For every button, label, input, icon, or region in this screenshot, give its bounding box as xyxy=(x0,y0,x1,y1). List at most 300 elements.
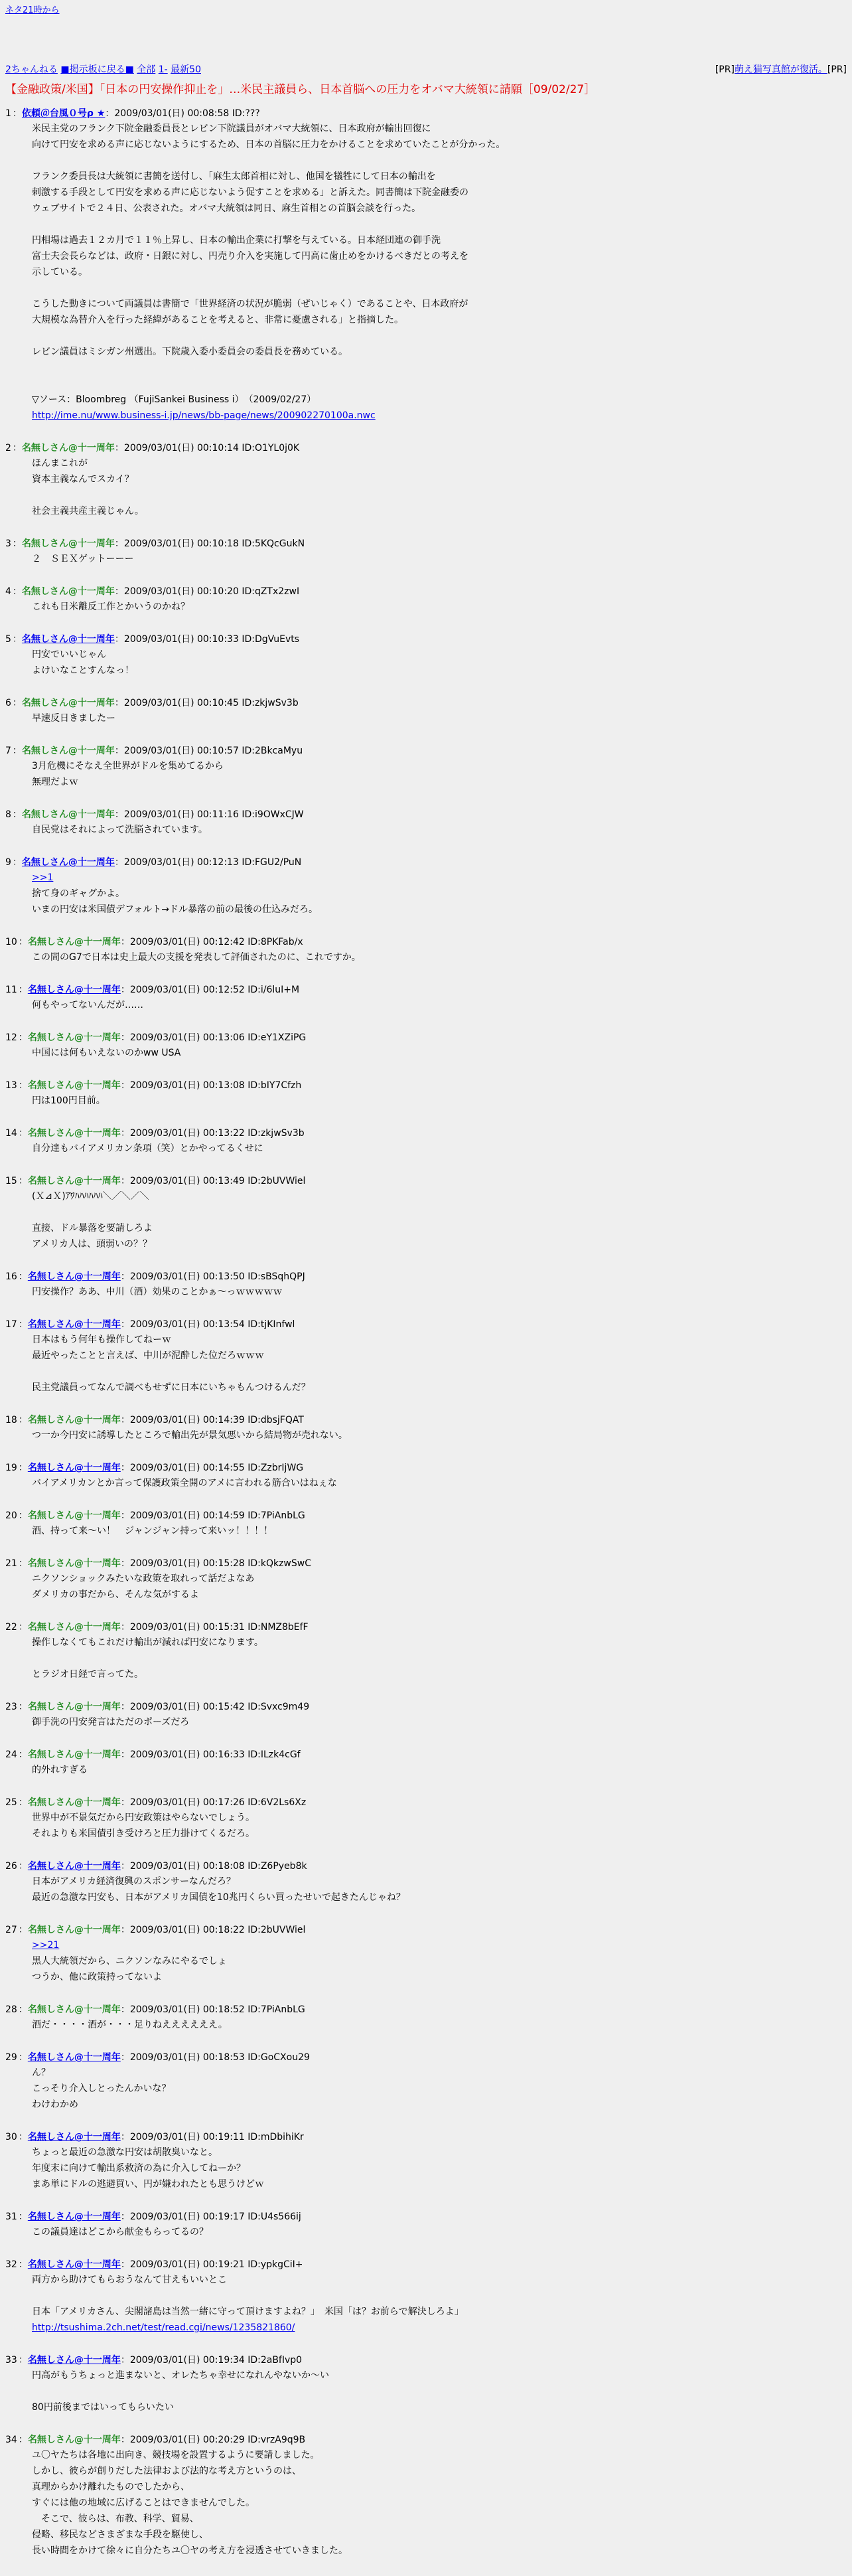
post-header: 21 ：名無しさん@十一周年：2009/03/01(日) 00:15:28 ID:kQkzwSwC xyxy=(5,1558,311,1569)
post xyxy=(0,696,852,726)
post-body xyxy=(32,1141,852,1157)
post-line: ニクソンショックみたいな政策を取れって話だよなあ xyxy=(32,1573,255,1584)
post xyxy=(0,983,852,1013)
post-line: しかし、彼らが創りだした法律および法的な考え方というのは、 xyxy=(32,2466,301,2476)
post-body xyxy=(32,1475,852,1491)
post-line: ▽ソース：Bloombreg （FujiSankei Business i） （2009/02/27） xyxy=(32,394,317,405)
post-line: 米民主党のフランク下院金融委員長とレビン下院議員がオバマ大統領に、日本政府が輸出回復に xyxy=(32,123,431,134)
post-line: 長い時間をかけて徐々に自分たちユ〇ヤの考え方を浸透させていきました。 xyxy=(32,2545,348,2556)
post-meta: ：2009/03/01(日) 00:13:06 ID:eY1XZiPG xyxy=(120,1032,307,1043)
post-line: アメリカ人は、頭弱いの？？ xyxy=(32,1239,153,1249)
poster-name: 名無しさん@十一周年 xyxy=(21,746,115,756)
post-meta: ：2009/03/01(日) 00:18:22 ID:2bUVWiel xyxy=(120,1925,306,1935)
post xyxy=(0,1413,852,1443)
post-number[interactable]: 20 xyxy=(5,1510,17,1521)
post-number[interactable]: 4 xyxy=(5,586,11,597)
post-number[interactable]: 29 xyxy=(5,2052,17,2063)
post-line: それよりも米国債引き受けろと圧力掛けてくるだろ。 xyxy=(32,1828,255,1839)
post-meta: ：2009/03/01(日) 00:10:14 ID:O1YL0j0K xyxy=(114,443,300,453)
post-line xyxy=(32,216,852,232)
post-meta: ：2009/03/01(日) 00:13:49 ID:2bUVWiel xyxy=(120,1176,306,1186)
post-line: 民主党議員ってなんで調べもせずに日本にいちゃもんつけるんだ？ xyxy=(32,1382,311,1393)
post-header: 34 ：名無しさん@十一周年：2009/03/01(日) 00:20:29 ID:vrzA9q9B xyxy=(5,2435,306,2445)
post-body xyxy=(32,1188,852,1252)
post-meta: ：2009/03/01(日) 00:18:08 ID:Z6Pyeb8k xyxy=(120,1861,307,1872)
post-line: 日本「アメリカさん、尖閣諸島は当然一緒に守って頂けますよね？」 米国「は？お前らで解決しろよ」 xyxy=(32,2306,464,2317)
post xyxy=(0,2002,852,2033)
post-meta: ：2009/03/01(日) 00:10:45 ID:zkjwSv3b xyxy=(114,698,299,708)
post-line: 3月危機にそなえ全世界がドルを集めてるから xyxy=(32,761,224,771)
post xyxy=(0,935,852,965)
post-line: 円安操作？ああ、中川（酒）効果のことかぁ～っｗｗｗｗｗ xyxy=(32,1287,283,1297)
post-meta: ：2009/03/01(日) 00:12:42 ID:8PKFab/x xyxy=(120,937,303,947)
post-number[interactable]: 11 xyxy=(5,985,17,995)
post-line: 最近の急激な円安も、日本がアメリカ国債を10兆円くらい買ったせいで起きたんじゃね？ xyxy=(32,1892,405,1903)
post-meta: ：2009/03/01(日) 00:18:52 ID:7PiAnbLG xyxy=(120,2004,305,2015)
post-number[interactable]: 17 xyxy=(5,1319,17,1330)
post-line: ん？ xyxy=(32,2067,50,2078)
poster-name[interactable]: 名無しさん@十一周年 xyxy=(21,634,115,645)
post-number[interactable]: 14 xyxy=(5,1128,17,1139)
post-body xyxy=(32,2144,852,2192)
post-line: 無理だよｗ xyxy=(32,777,78,787)
post xyxy=(0,1556,852,1603)
post-body xyxy=(32,997,852,1013)
post-line: 円は100円目前。 xyxy=(32,1095,106,1106)
post-line: フランク委員長は大統領に書簡を送付し、「麻生太郎首相に対し、他国を犠牲にして日本の輸出を xyxy=(32,171,436,182)
post-body xyxy=(32,1937,852,1985)
poster-name: 名無しさん@十一周年 xyxy=(27,2435,121,2445)
post-header: 16 ：名無しさん@十一周年：2009/03/01(日) 00:13:50 ID:sBSqhQPJ xyxy=(5,1271,305,1282)
post xyxy=(0,2050,852,2113)
post-line xyxy=(32,153,852,169)
post xyxy=(0,536,852,567)
poster-name: 名無しさん@十一周年 xyxy=(27,1510,121,1521)
post-meta: ：2009/03/01(日) 00:18:53 ID:GoCXou29 xyxy=(120,2052,310,2063)
post-number[interactable]: 5 xyxy=(5,634,11,645)
post-number[interactable]: 33 xyxy=(5,2355,17,2366)
post-number[interactable]: 31 xyxy=(5,2212,17,2222)
poster-name: 名無しさん@十一周年 xyxy=(27,1415,121,1425)
post-line: 御手洗の円安発言はただのポーズだろ xyxy=(32,1717,190,1728)
pr-area xyxy=(715,62,847,76)
post-line: 最近やったことと言えば、中川が泥酔した位だろｗｗｗ xyxy=(32,1350,264,1361)
post-line: 自分達もバイアメリカン条項（笑）とかやってるくせに xyxy=(32,1143,263,1154)
post-number[interactable]: 2 xyxy=(5,443,11,453)
post-line: 向けて円安を求める声に応じないようにするため、日本の首脳に圧力をかけることを求めていたことが分かった。 xyxy=(32,139,506,150)
poster-name: 名無しさん@十一周年 xyxy=(27,1176,121,1186)
post xyxy=(0,1317,852,1396)
post xyxy=(0,1126,852,1157)
poster-name: 名無しさん@十一周年 xyxy=(27,1080,121,1091)
post-body xyxy=(32,551,852,567)
post-line: これも日米離反工作とかいうのかね？ xyxy=(32,602,190,612)
post-meta: ：2009/03/01(日) 00:11:16 ID:i9OWxCJW xyxy=(114,809,304,820)
post-body xyxy=(32,870,852,918)
poster-name[interactable]: 名無しさん@十一周年 xyxy=(27,2052,121,2063)
poster-name: 名無しさん@十一周年 xyxy=(27,1622,121,1633)
post-body xyxy=(32,1810,852,1842)
post-line: 示している。 xyxy=(32,267,88,278)
poster-name[interactable]: 名無しさん@十一周年 xyxy=(27,2212,121,2222)
post-line xyxy=(32,2288,852,2304)
post-header: 10 ：名無しさん@十一周年：2009/03/01(日) 00:12:42 ID:8PKFab/x xyxy=(5,937,303,947)
post-line: 自民党はそれによって洗脳されています。 xyxy=(32,825,208,835)
post xyxy=(0,1859,852,1905)
post-header: 5 ：名無しさん@十一周年：2009/03/01(日) 00:10:33 ID:DgVuEvts xyxy=(5,634,300,645)
post-header: 11 ：名無しさん@十一周年：2009/03/01(日) 00:12:52 ID:i/6luI+M xyxy=(5,985,300,995)
post-line: とラジオ日経で言ってた。 xyxy=(32,1669,143,1680)
post-line: 社会主義共産主義じゃん。 xyxy=(32,506,144,517)
post-body xyxy=(32,1635,852,1682)
post-line xyxy=(32,360,852,376)
post-number[interactable]: 25 xyxy=(5,1797,17,1808)
post-meta: ：2009/03/01(日) 00:10:18 ID:5KQcGukN xyxy=(114,538,305,549)
all-posts-link[interactable]: 全部 xyxy=(137,64,156,75)
post xyxy=(0,807,852,838)
post-line: 酒だ・・・・酒が・・・足りねええええええ。 xyxy=(32,2020,228,2030)
post-body xyxy=(32,455,852,519)
post-line: 円相場は過去１２カ月で１１％上昇し、日本の輸出企業に打撃を与えている。日本経団連の御手洗 xyxy=(32,235,441,246)
post-line: 円高がもうちょっと進まないと、オレたちゃ幸せになれんやないか～い xyxy=(32,2370,329,2381)
post-line: 酒、持って来～い！ ジャンジャン持って来いッ！！！！ xyxy=(32,1526,273,1536)
post-body xyxy=(32,1045,852,1061)
post-meta: ：2009/03/01(日) 00:19:17 ID:U4s566ij xyxy=(120,2212,301,2222)
poster-name[interactable]: 名無しさん@十一周年 xyxy=(27,1861,121,1872)
post-line: そこで、彼らは、布教、科学、貿易、 xyxy=(32,2514,199,2524)
post-body xyxy=(32,1874,852,1905)
post-body xyxy=(32,2447,852,2559)
post-meta: ：2009/03/01(日) 00:12:13 ID:FGU2/PuN xyxy=(114,857,302,868)
post-header: 4 ：名無しさん@十一周年：2009/03/01(日) 00:10:20 ID:qZTx2zwI xyxy=(5,586,300,597)
poster-name: 名無しさん@十一周年 xyxy=(27,937,121,947)
post-header: 12 ：名無しさん@十一周年：2009/03/01(日) 00:13:06 ID:eY1XZiPG xyxy=(5,1032,307,1043)
post-line: レビン議員はミシガン州選出。下院歳入委小委員会の委員長を務めている。 xyxy=(32,347,348,357)
poster-name: 名無しさん@十一周年 xyxy=(21,586,115,597)
post-meta: ：2009/03/01(日) 00:19:34 ID:2aBfIvp0 xyxy=(120,2355,303,2366)
post-number[interactable]: 28 xyxy=(5,2004,17,2015)
post-line: 何もやってないんだが…… xyxy=(32,1000,143,1010)
post-body xyxy=(32,758,852,790)
back-to-board-link[interactable]: ■掲示板に戻る■ xyxy=(60,64,134,75)
post xyxy=(0,2130,852,2192)
post-header: 31 ：名無しさん@十一周年：2009/03/01(日) 00:19:17 ID:U4s566ij xyxy=(5,2212,301,2222)
post-line: 的外れすぎる xyxy=(32,1765,88,1775)
post xyxy=(0,2210,852,2240)
post-header: 8 ：名無しさん@十一周年：2009/03/01(日) 00:11:16 ID:i9OWxCJW xyxy=(5,809,304,820)
post-header: 32 ：名無しさん@十一周年：2009/03/01(日) 00:19:21 ID:ypkgCiI+ xyxy=(5,2259,303,2270)
poster-name[interactable]: 名無しさん@十一周年 xyxy=(21,857,115,868)
post-body xyxy=(32,710,852,726)
post-line xyxy=(32,280,852,296)
post xyxy=(0,1620,852,1682)
thread-nav xyxy=(5,62,847,76)
post-line: こっそり介入しとったんかいな？ xyxy=(32,2083,171,2094)
post-number[interactable]: 13 xyxy=(5,1080,17,1091)
post-number[interactable]: 26 xyxy=(5,1861,17,1872)
post-header: 29 ：名無しさん@十一周年：2009/03/01(日) 00:18:53 ID:GoCXou29 xyxy=(5,2052,310,2063)
post-meta: ：2009/03/01(日) 00:08:58 ID:??? xyxy=(105,108,260,119)
post-line: 富士夫会長らなどは、政府・日銀に対し、円売り介入を実施して円高に歯止めをかけるべきだとの考えを xyxy=(32,251,468,262)
post-header: 30 ：名無しさん@十一周年：2009/03/01(日) 00:19:11 ID:mDbihiKr xyxy=(5,2132,304,2142)
post-number[interactable]: 18 xyxy=(5,1415,17,1425)
post-line: つうか、他に政策持ってないよ xyxy=(32,1972,162,1982)
poster-name: 名無しさん@十一周年 xyxy=(27,1128,121,1139)
latest-50-link[interactable]: 最新50 xyxy=(171,64,201,75)
post-meta: ：2009/03/01(日) 00:19:11 ID:mDbihiKr xyxy=(120,2132,304,2142)
poster-name: 名無しさん@十一周年 xyxy=(27,2004,121,2015)
post-number[interactable]: 30 xyxy=(5,2132,17,2142)
post-line: こうした動きについて両議員は書簡で「世界経済の状況が脆弱（ぜいじゃく）であることや、日本政府が xyxy=(32,299,468,309)
post-line: 80円前後まではいってもらいたい xyxy=(32,2402,174,2413)
poster-name: 名無しさん@十一周年 xyxy=(21,809,115,820)
post-body xyxy=(32,647,852,679)
post-line: この間のG7で日本は史上最大の支援を発表して評価されたのに、これですか。 xyxy=(32,952,361,963)
post-number[interactable]: 22 xyxy=(5,1622,17,1633)
post-list xyxy=(0,106,852,2576)
post-line: ユ〇ヤたちは各地に出向き、競技場を設置するように要請しました。 xyxy=(32,2450,320,2460)
post-line: 円安でいいじゃん xyxy=(32,649,106,660)
reply-anchor-link[interactable]: >>21 xyxy=(32,1940,60,1951)
post-line: ちょっと最近の急激な円安は胡散臭いなと。 xyxy=(32,2147,218,2158)
post-line xyxy=(32,2383,852,2399)
poster-name: 名無しさん@十一周年 xyxy=(21,443,115,453)
post-line: 捨て身のギャグかよ。 xyxy=(32,888,125,899)
post-line: ウェブサイトで２４日、公表された。オバマ大統領は同日、麻生首相との首脳会談を行った。 xyxy=(32,203,421,214)
post-body xyxy=(32,1571,852,1603)
post xyxy=(0,1747,852,1778)
post-meta: ：2009/03/01(日) 00:14:59 ID:7PiAnbLG xyxy=(120,1510,305,1521)
post-header: 26 ：名無しさん@十一周年：2009/03/01(日) 00:18:08 ID:Z6Pyeb8k xyxy=(5,1861,307,1872)
post-line: 真理からかけ離れたものでしたから、 xyxy=(32,2482,190,2492)
post xyxy=(0,2433,852,2559)
post-line: まあ単にドルの逃避買い、円が嫌われたとも思うけどｗ xyxy=(32,2179,264,2190)
post-number[interactable]: 12 xyxy=(5,1032,17,1043)
poster-name[interactable]: 名無しさん@十一周年 xyxy=(27,985,121,995)
post-number[interactable]: 15 xyxy=(5,1176,17,1186)
post-header: 19 ：名無しさん@十一周年：2009/03/01(日) 00:14:55 ID:ZzbrIjWG xyxy=(5,1463,304,1473)
post xyxy=(0,441,852,519)
post-meta: ：2009/03/01(日) 00:16:33 ID:ILzk4cGf xyxy=(120,1749,301,1760)
post-line: (Ｘ⊿Ｘ)ｱﾜﾊﾊﾊﾊﾊﾊ＼／＼／＼ xyxy=(32,1191,149,1202)
post-body xyxy=(32,1427,852,1443)
post-body xyxy=(32,1093,852,1109)
post-header: 28 ：名無しさん@十一周年：2009/03/01(日) 00:18:52 ID:7PiAnbLG xyxy=(5,2004,305,2015)
post-number[interactable]: 21 xyxy=(5,1558,17,1569)
post-line: 日本がアメリカ経済復興のスポンサーなんだろ？ xyxy=(32,1876,236,1887)
post-number[interactable]: 19 xyxy=(5,1463,17,1473)
post-number[interactable]: 3 xyxy=(5,538,11,549)
post-body xyxy=(32,1332,852,1396)
post-body xyxy=(32,949,852,965)
thread-title: 【金融政策/米国】「日本の円安操作抑止を」…米民主議員ら、日本首脳への圧力をオバマ大統領に請願［09/02/27］ xyxy=(5,83,596,96)
post-line: よけいなことすんなっ！ xyxy=(32,665,134,676)
board-link[interactable]: 2ちゃんねる xyxy=(5,64,58,75)
post-meta: ：2009/03/01(日) 00:15:42 ID:Svxc9m49 xyxy=(120,1702,310,1712)
post-header: 20 ：名無しさん@十一周年：2009/03/01(日) 00:14:59 ID:7PiAnbLG xyxy=(5,1510,305,1521)
post-number[interactable]: 8 xyxy=(5,809,11,820)
post xyxy=(0,632,852,679)
range-link[interactable]: 1- xyxy=(158,64,168,75)
post xyxy=(0,2353,852,2415)
post-header: 13 ：名無しさん@十一周年：2009/03/01(日) 00:13:08 ID:bIY7Cfzh xyxy=(5,1080,302,1091)
post xyxy=(0,744,852,790)
poster-name[interactable]: 名無しさん@十一周年 xyxy=(27,2355,121,2366)
post-number[interactable]: 10 xyxy=(5,937,17,947)
post-meta: ：2009/03/01(日) 00:13:08 ID:bIY7Cfzh xyxy=(120,1080,302,1091)
post xyxy=(0,1700,852,1730)
post-number[interactable]: 34 xyxy=(5,2435,17,2445)
poster-name[interactable]: 名無しさん@十一周年 xyxy=(27,1319,121,1330)
post-meta: ：2009/03/01(日) 00:14:39 ID:dbsjFQAT xyxy=(120,1415,304,1425)
post xyxy=(0,1795,852,1842)
poster-name: 名無しさん@十一周年 xyxy=(27,1797,121,1808)
post-meta: ：2009/03/01(日) 00:12:52 ID:i/6luI+M xyxy=(120,985,300,995)
post-body xyxy=(32,1762,852,1778)
post-line: 黒人大統領だから、ニクソンなみにやるでしょ xyxy=(32,1956,227,1967)
post xyxy=(0,1030,852,1061)
poster-name: 名無しさん@十一周年 xyxy=(27,1558,121,1569)
post-body xyxy=(32,822,852,838)
post-number[interactable]: 27 xyxy=(5,1925,17,1935)
post-meta: ：2009/03/01(日) 00:15:31 ID:NMZ8bEfF xyxy=(120,1622,309,1633)
post-line: つ一か今円安に誘導したところで輸出先が景気悪いから結局物が売れない。 xyxy=(32,1430,348,1441)
post-line: ダメリカの事だから、そんな気がするよ xyxy=(32,1589,199,1600)
post-line xyxy=(32,1204,852,1220)
pr-suffix: [PR] xyxy=(827,64,847,75)
post xyxy=(0,1174,852,1252)
post xyxy=(0,2257,852,2336)
post-number[interactable]: 16 xyxy=(5,1271,17,1282)
poster-name: 名無しさん@十一周年 xyxy=(27,1032,121,1043)
post xyxy=(0,1923,852,1985)
post-header: 25 ：名無しさん@十一周年：2009/03/01(日) 00:17:26 ID:6V2Ls6Xz xyxy=(5,1797,307,1808)
post-line xyxy=(32,1650,852,1666)
post-body xyxy=(32,2065,852,2113)
post-line: 日本はもう何年も操作してねーｗ xyxy=(32,1334,171,1345)
post-header: 17 ：名無しさん@十一周年：2009/03/01(日) 00:13:54 ID:tjKInfwl xyxy=(5,1319,295,1330)
post-header: 6 ：名無しさん@十一周年：2009/03/01(日) 00:10:45 ID:zkjwSv3b xyxy=(5,698,299,708)
post-header: 7 ：名無しさん@十一周年：2009/03/01(日) 00:10:57 ID:2BkcaMyu xyxy=(5,746,303,756)
post-body xyxy=(32,2272,852,2336)
post-header: 14 ：名無しさん@十一周年：2009/03/01(日) 00:13:22 ID:zkjwSv3b xyxy=(5,1128,305,1139)
post-line: わけわかめ xyxy=(32,2099,78,2110)
post-body xyxy=(32,599,852,615)
post-meta: ：2009/03/01(日) 00:13:50 ID:sBSqhQPJ xyxy=(120,1271,305,1282)
post-line: ２ ＳＥＸゲットーーー xyxy=(32,554,134,564)
url-link[interactable]: http://ime.nu/www.business-i.jp/news/bb-page/news/200902270100a.nwc xyxy=(32,410,376,421)
post-meta: ：2009/03/01(日) 00:13:54 ID:tjKInfwl xyxy=(120,1319,295,1330)
post-body xyxy=(32,1284,852,1300)
url-link[interactable]: http://tsushima.2ch.net/test/read.cgi/news/1235821860/ xyxy=(32,2322,295,2333)
post-body xyxy=(32,1523,852,1539)
post-line: 年度末に向けて輸出系救済の為に介入してねーか？ xyxy=(32,2163,246,2174)
post-header: 2 ：名無しさん@十一周年：2009/03/01(日) 00:10:14 ID:O1YL0j0K xyxy=(5,443,300,453)
poster-name: 名無しさん@十一周年 xyxy=(21,698,115,708)
poster-name[interactable]: 名無しさん@十一周年 xyxy=(27,1271,121,1282)
poster-name: 名無しさん@十一周年 xyxy=(27,1749,121,1760)
post-line: この議員達はどこから献金もらってるの？ xyxy=(32,2227,208,2237)
post-number[interactable]: 7 xyxy=(5,746,11,756)
post-line: 大規模な為替介入を行った経緯があることを考えると、非常に憂慮される」と指摘した。 xyxy=(32,315,403,325)
post-line: 中国には何もいえないのかww USA xyxy=(32,1048,181,1058)
post-line: 資本主義なんでスカイ？ xyxy=(32,474,134,485)
post-line: 早速反日きましたー xyxy=(32,713,115,724)
poster-name: 名無しさん@十一周年 xyxy=(21,538,115,549)
poster-name[interactable]: 名無しさん@十一周年 xyxy=(27,1463,121,1473)
poster-name[interactable]: 依頼＠台風０号ρ ★ xyxy=(21,108,106,119)
post-line xyxy=(32,1364,852,1380)
post-line: ほんまこれが xyxy=(32,458,88,469)
post-body xyxy=(32,2368,852,2415)
post xyxy=(0,1078,852,1109)
post-body xyxy=(32,121,852,424)
post-body xyxy=(32,2224,852,2240)
post-header: 23 ：名無しさん@十一周年：2009/03/01(日) 00:15:42 ID:Svxc9m49 xyxy=(5,1702,310,1712)
post-line: バイアメリカンとか言って保護政策全開のアメに言われる筋合いはねぇな xyxy=(32,1478,337,1489)
post-number[interactable]: 9 xyxy=(5,857,11,868)
post-header: 9 ：名無しさん@十一周年：2009/03/01(日) 00:12:13 ID:FGU2/PuN xyxy=(5,857,302,868)
post-header: 3 ：名無しさん@十一周年：2009/03/01(日) 00:10:18 ID:5KQcGukN xyxy=(5,538,305,549)
top-link[interactable]: ネタ21時から xyxy=(5,5,60,15)
post-line: いまの円安は米国債デフォルト→ドル暴落の前の最後の仕込みだろ。 xyxy=(32,904,319,915)
post-line xyxy=(32,487,852,503)
poster-name: 名無しさん@十一周年 xyxy=(27,1925,121,1935)
post-meta: ：2009/03/01(日) 00:19:21 ID:ypkgCiI+ xyxy=(120,2259,303,2270)
post-line: 両方から助けてもらおうなんて甘えもいいとこ xyxy=(32,2275,227,2285)
post-header: 33 ：名無しさん@十一周年：2009/03/01(日) 00:19:34 ID:2aBfIvp0 xyxy=(5,2355,303,2366)
poster-name: 名無しさん@十一周年 xyxy=(27,1702,121,1712)
post-line: 侵略、移民などさまざまな手段を駆使し、 xyxy=(32,2530,208,2540)
post xyxy=(0,584,852,615)
post-number[interactable]: 6 xyxy=(5,698,11,708)
post xyxy=(0,1269,852,1300)
post-header: 1 ：依頼＠台風０号ρ ★：2009/03/01(日) 00:08:58 ID:??? xyxy=(5,108,260,119)
post-number[interactable]: 1 xyxy=(5,108,11,119)
post-meta: ：2009/03/01(日) 00:17:26 ID:6V2Ls6Xz xyxy=(120,1797,307,1808)
poster-name[interactable]: 名無しさん@十一周年 xyxy=(27,2259,121,2270)
post-line xyxy=(32,376,852,392)
post-header: 18 ：名無しさん@十一周年：2009/03/01(日) 00:14:39 ID:dbsjFQAT xyxy=(5,1415,304,1425)
post-number[interactable]: 23 xyxy=(5,1702,17,1712)
post-line: 世界中が不景気だから円安政策はやらないでしょう。 xyxy=(32,1812,255,1823)
post-header: 15 ：名無しさん@十一周年：2009/03/01(日) 00:13:49 ID:2bUVWiel xyxy=(5,1176,306,1186)
post-line: すぐには他の地域に広げることはできませんでした。 xyxy=(32,2498,255,2508)
pr-link[interactable]: 萌え猫写真館が復活。 xyxy=(734,64,827,75)
post-header: 24 ：名無しさん@十一周年：2009/03/01(日) 00:16:33 ID:ILzk4cGf xyxy=(5,1749,301,1760)
post-meta: ：2009/03/01(日) 00:13:22 ID:zkjwSv3b xyxy=(120,1128,305,1139)
post-body xyxy=(32,1714,852,1730)
top-link-row xyxy=(5,3,60,15)
post-number[interactable]: 32 xyxy=(5,2259,17,2270)
reply-anchor-link[interactable]: >>1 xyxy=(32,872,54,883)
post-meta: ：2009/03/01(日) 00:10:20 ID:qZTx2zwI xyxy=(114,586,300,597)
post-number[interactable]: 24 xyxy=(5,1749,17,1760)
post-meta: ：2009/03/01(日) 00:14:55 ID:ZzbrIjWG xyxy=(120,1463,304,1473)
post-header: 22 ：名無しさん@十一周年：2009/03/01(日) 00:15:31 ID:NMZ8bEfF xyxy=(5,1622,309,1633)
post xyxy=(0,1508,852,1539)
post-meta: ：2009/03/01(日) 00:10:57 ID:2BkcaMyu xyxy=(114,746,303,756)
post-body xyxy=(32,2017,852,2033)
poster-name[interactable]: 名無しさん@十一周年 xyxy=(27,2132,121,2142)
post-line: 刺激する手段として円安を求める声に応じないよう促すことを求める」と訴えた。同書簡は下院金融委の xyxy=(32,187,468,198)
post xyxy=(0,855,852,918)
post-meta: ：2009/03/01(日) 00:20:29 ID:vrzA9q9B xyxy=(120,2435,306,2445)
post-line: 直接、ドル暴落を要請しろよ xyxy=(32,1223,153,1234)
thread-nav-left xyxy=(5,62,201,76)
post-line: 操作しなくてもこれだけ輸出が減れば円安になります。 xyxy=(32,1637,263,1648)
post-line xyxy=(32,328,852,344)
